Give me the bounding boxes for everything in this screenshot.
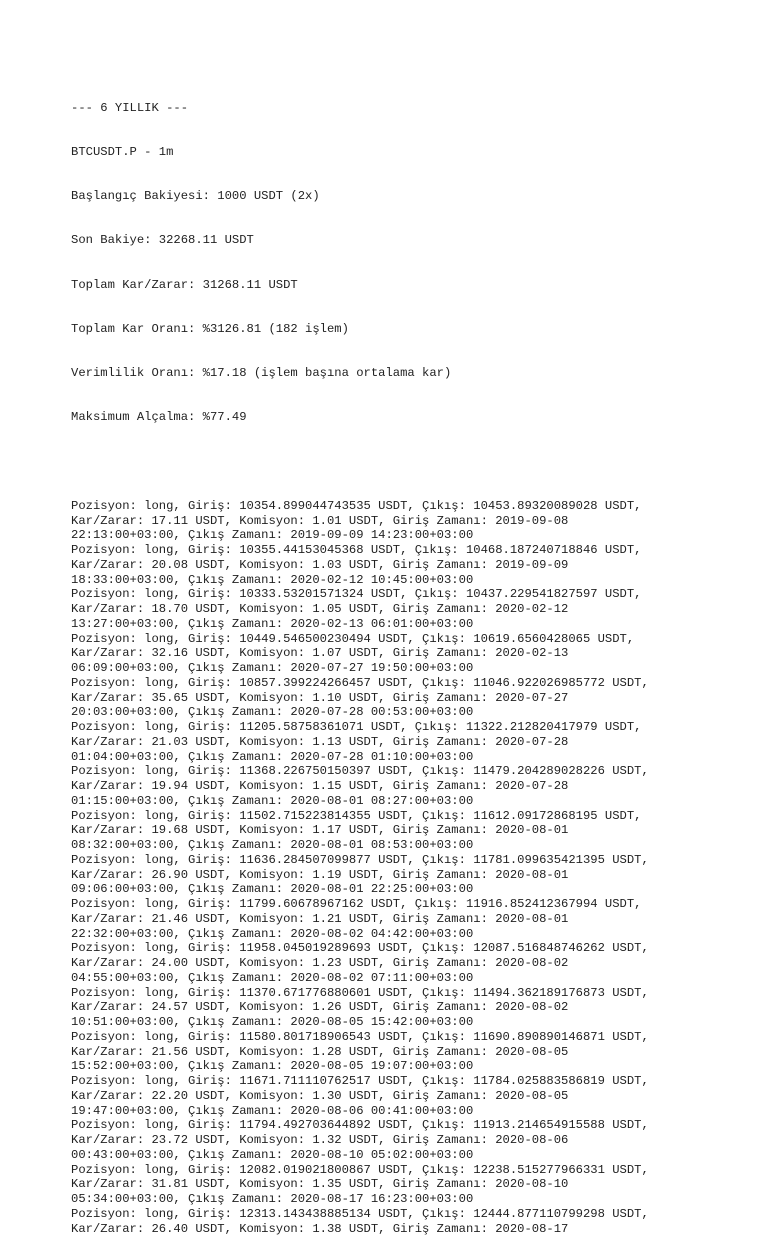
trade-line: Kar/Zarar: 18.70 USDT, Komisyon: 1.05 USDT, Giriş Zamanı: 2020-02-12 bbox=[71, 602, 569, 616]
trade-line: 20:03:00+03:00, Çıkış Zamanı: 2020-07-28 00:53:00+03:00 bbox=[71, 705, 474, 720]
trade-line: 19:47:00+03:00, Çıkış Zamanı: 2020-08-06 00:41:00+03:00 bbox=[71, 1103, 474, 1118]
trade-line: Pozisyon: long, Giriş: 11205.58758361071 USDT, Çıkış: 11322.212820417979 USDT, bbox=[71, 720, 642, 734]
trade-line: Kar/Zarar: 31.81 USDT, Komisyon: 1.35 USDT, Giriş Zamanı: 2020-08-10 bbox=[71, 1177, 569, 1192]
trade-entry bbox=[71, 986, 711, 1030]
trade-entry bbox=[71, 897, 711, 941]
trade-line: 00:43:00+03:00, Çıkış Zamanı: 2020-08-10 05:02:00+03:00 bbox=[71, 1147, 474, 1162]
trade-line: Kar/Zarar: 21.46 USDT, Komisyon: 1.21 USDT, Giriş Zamanı: 2020-08-01 bbox=[71, 911, 569, 926]
trade-line: 18:33:00+03:00, Çıkış Zamanı: 2020-02-12 10:45:00+03:00 bbox=[71, 572, 474, 587]
trade-line: 04:55:00+03:00, Çıkış Zamanı: 2020-08-02 07:11:00+03:00 bbox=[71, 970, 474, 985]
trade-entry bbox=[71, 853, 711, 897]
trade-entry bbox=[71, 587, 711, 631]
trade-entry bbox=[71, 499, 711, 543]
trade-line: Pozisyon: long, Giriş: 11636.284507099877 USDT, Çıkış: 11781.099635421395 USDT, bbox=[71, 852, 649, 867]
trade-entry bbox=[71, 543, 711, 587]
trade-line: 08:32:00+03:00, Çıkış Zamanı: 2020-08-01 08:53:00+03:00 bbox=[71, 838, 474, 852]
trade-line: Kar/Zarar: 24.57 USDT, Komisyon: 1.26 USDT, Giriş Zamanı: 2020-08-02 bbox=[71, 1000, 569, 1015]
trade-line: Pozisyon: long, Giriş: 11502.715223814355 USDT, Çıkış: 11612.09172868195 USDT, bbox=[71, 808, 642, 823]
trade-line: 15:52:00+03:00, Çıkış Zamanı: 2020-08-05 19:07:00+03:00 bbox=[71, 1059, 474, 1074]
trade-line: Pozisyon: long, Giriş: 11671.711110762517 USDT, Çıkış: 11784.025883586819 USDT, bbox=[71, 1074, 649, 1088]
trade-entry bbox=[71, 809, 711, 853]
trade-line: Kar/Zarar: 21.56 USDT, Komisyon: 1.28 USDT, Giriş Zamanı: 2020-08-05 bbox=[71, 1044, 569, 1059]
trade-line: 22:13:00+03:00, Çıkış Zamanı: 2019-09-09 14:23:00+03:00 bbox=[71, 528, 474, 543]
trade-line: Kar/Zarar: 17.11 USDT, Komisyon: 1.01 USDT, Giriş Zamanı: 2019-09-08 bbox=[71, 513, 569, 528]
section-spacer bbox=[71, 455, 711, 470]
trade-line: Pozisyon: long, Giriş: 11368.226750150397 USDT, Çıkış: 11479.204289028226 USDT, bbox=[71, 764, 649, 779]
trade-line: Pozisyon: long, Giriş: 10449.546500230494 USDT, Çıkış: 10619.6560428065 USDT, bbox=[71, 631, 635, 646]
trade-line: 01:04:00+03:00, Çıkış Zamanı: 2020-07-28 01:10:00+03:00 bbox=[71, 749, 474, 764]
trade-line: Kar/Zarar: 32.16 USDT, Komisyon: 1.07 USDT, Giriş Zamanı: 2020-02-13 bbox=[71, 646, 569, 661]
trade-line: Kar/Zarar: 22.20 USDT, Komisyon: 1.30 USDT, Giriş Zamanı: 2020-08-05 bbox=[71, 1088, 569, 1103]
start-balance: Başlangıç Bakiyesi: 1000 USDT (2x) bbox=[71, 189, 320, 203]
trade-line: Pozisyon: long, Giriş: 12313.143438885134 USDT, Çıkış: 12444.877110799298 USDT, bbox=[71, 1206, 649, 1221]
end-balance: Son Bakiye: 32268.11 USDT bbox=[71, 233, 254, 248]
trade-line: Pozisyon: long, Giriş: 10354.899044743535 USDT, Çıkış: 10453.89320089028 USDT, bbox=[71, 498, 642, 513]
trade-line: Kar/Zarar: 19.94 USDT, Komisyon: 1.15 USDT, Giriş Zamanı: 2020-07-28 bbox=[71, 779, 569, 793]
trade-entry bbox=[71, 720, 711, 764]
trade-line: Pozisyon: long, Giriş: 11799.60678967162 USDT, Çıkış: 11916.852412367994 USDT, bbox=[71, 897, 642, 911]
efficiency-rate: Verimlilik Oranı: %17.18 (işlem başına ortalama kar) bbox=[71, 366, 452, 380]
trade-line: 10:51:00+03:00, Çıkış Zamanı: 2020-08-05 15:42:00+03:00 bbox=[71, 1015, 474, 1029]
trade-line: Kar/Zarar: 19.68 USDT, Komisyon: 1.17 USDT, Giriş Zamanı: 2020-08-01 bbox=[71, 823, 569, 838]
trade-line: Pozisyon: long, Giriş: 11958.045019289693 USDT, Çıkış: 12087.516848746262 USDT, bbox=[71, 941, 649, 956]
trade-line: 06:09:00+03:00, Çıkış Zamanı: 2020-07-27 19:50:00+03:00 bbox=[71, 661, 474, 675]
trade-line: Pozisyon: long, Giriş: 10355.44153045368 USDT, Çıkış: 10468.187240718846 USDT, bbox=[71, 543, 642, 557]
trade-line: 01:15:00+03:00, Çıkış Zamanı: 2020-08-01 08:27:00+03:00 bbox=[71, 793, 474, 808]
trade-entry bbox=[71, 941, 711, 985]
total-pnl-rate: Toplam Kar Oranı: %3126.81 (182 işlem) bbox=[71, 321, 349, 336]
trade-line: Pozisyon: long, Giriş: 10857.399224266457 USDT, Çıkış: 11046.922026985772 USDT, bbox=[71, 675, 649, 690]
report-title: --- 6 YILLIK --- bbox=[71, 100, 189, 115]
trade-line: Pozisyon: long, Giriş: 11370.671776880601 USDT, Çıkış: 11494.362189176873 USDT, bbox=[71, 985, 649, 1000]
trade-line: Kar/Zarar: 21.03 USDT, Komisyon: 1.13 USDT, Giriş Zamanı: 2020-07-28 bbox=[71, 734, 569, 749]
trade-line: Pozisyon: long, Giriş: 11580.801718906543 USDT, Çıkış: 11690.890890146871 USDT, bbox=[71, 1029, 649, 1044]
trade-line: Kar/Zarar: 26.90 USDT, Komisyon: 1.19 USDT, Giriş Zamanı: 2020-08-01 bbox=[71, 867, 569, 882]
trade-line: 13:27:00+03:00, Çıkış Zamanı: 2020-02-13 06:01:00+03:00 bbox=[71, 616, 474, 631]
trade-line: Kar/Zarar: 20.08 USDT, Komisyon: 1.03 USDT, Giriş Zamanı: 2019-09-09 bbox=[71, 557, 569, 572]
trade-line: Kar/Zarar: 23.72 USDT, Komisyon: 1.32 USDT, Giriş Zamanı: 2020-08-06 bbox=[71, 1133, 569, 1147]
trade-entry bbox=[71, 1118, 711, 1162]
trade-entry bbox=[71, 764, 711, 808]
trade-line: 05:34:00+03:00, Çıkış Zamanı: 2020-08-17 16:23:00+03:00 bbox=[71, 1192, 474, 1206]
trade-line: 09:06:00+03:00, Çıkış Zamanı: 2020-08-01 22:25:00+03:00 bbox=[71, 882, 474, 897]
max-drawdown: Maksimum Alçalma: %77.49 bbox=[71, 410, 247, 425]
trade-line: Pozisyon: long, Giriş: 11794.492703644892 USDT, Çıkış: 11913.214654915588 USDT, bbox=[71, 1118, 649, 1133]
trade-line: Pozisyon: long, Giriş: 10333.53201571324 USDT, Çıkış: 10437.229541827597 USDT, bbox=[71, 587, 642, 602]
trade-entry bbox=[71, 1207, 711, 1237]
trade-entry bbox=[71, 1030, 711, 1074]
trade-entry bbox=[71, 1074, 711, 1118]
trade-line: Kar/Zarar: 35.65 USDT, Komisyon: 1.10 USDT, Giriş Zamanı: 2020-07-27 bbox=[71, 690, 569, 705]
trade-entry bbox=[71, 1163, 711, 1207]
trade-line: Kar/Zarar: 24.00 USDT, Komisyon: 1.23 USDT, Giriş Zamanı: 2020-08-02 bbox=[71, 956, 569, 970]
total-pnl: Toplam Kar/Zarar: 31268.11 USDT bbox=[71, 277, 298, 292]
trade-line: 22:32:00+03:00, Çıkış Zamanı: 2020-08-02 04:42:00+03:00 bbox=[71, 926, 474, 941]
symbol-timeframe: BTCUSDT.P - 1m bbox=[71, 144, 174, 159]
trade-line: Kar/Zarar: 26.40 USDT, Komisyon: 1.38 USDT, Giriş Zamanı: 2020-08-17 bbox=[71, 1221, 569, 1236]
trade-entry bbox=[71, 632, 711, 676]
backtest-report bbox=[71, 71, 711, 1251]
trade-list bbox=[71, 499, 711, 1237]
trade-entry bbox=[71, 676, 711, 720]
trade-line: Pozisyon: long, Giriş: 12082.019021800867 USDT, Çıkış: 12238.515277966331 USDT, bbox=[71, 1162, 649, 1177]
